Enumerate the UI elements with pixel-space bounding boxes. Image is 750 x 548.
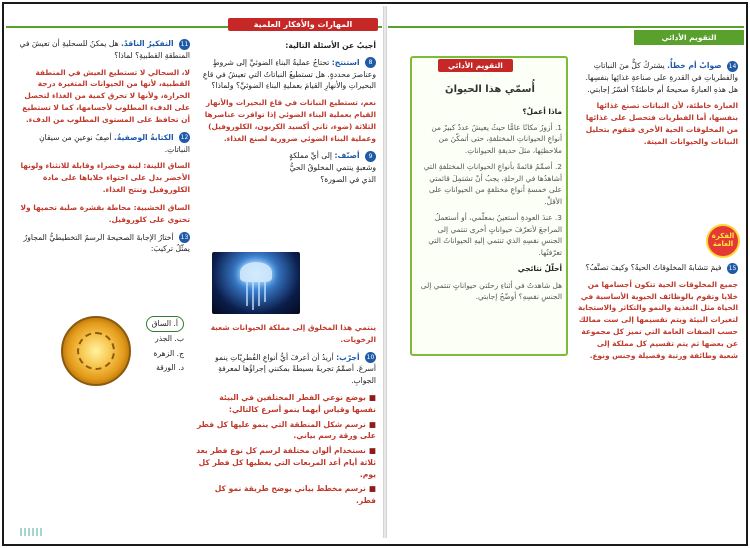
answer-12-soft-stem: الساق اللينة: لينة وخضراء وقابلة للانثناء ولونها الأخضر بدل على احتواء خلاياها على مادة الكلوروفيل وتنتج الغذاء. [20,161,190,194]
question-number: 9 [365,151,376,162]
question-text: أصِفُ نوعينِ من سيقانِ النباتاتِ. [39,132,190,154]
side-questions [578,60,738,154]
question-number: 13 [180,234,189,241]
question-label: أصنّف: [334,151,360,161]
top-green-rule [388,26,744,28]
question-number: 12 [180,134,189,142]
section-tab-assessment: التقويم الأدائي [634,30,744,45]
questions-heading: أجيبُ عن الأسئلة التالية: [285,41,376,50]
question-text: هل يمكنُ للسحليةِ أن تعيشَ في المنطقةِ القطبيةِ؟ لماذا؟ [19,39,190,60]
question-number: 14 [728,62,737,70]
question-12 [14,132,190,156]
question-label: صوابٌ أم خطأٌ. [667,61,722,70]
side-questions-lower [578,262,738,368]
answer-10-list [196,392,376,507]
answer-15: جميع المخلوقات الحية تتكون أجسامها من خلايا وتقوم بالوظائف الحيوية الأساسية في الحياة مثل التغذية والنمو والتكاثر والاستجابة لتغيرات البيئة ويتم تقسيمها إلى ست ممالك حسب الصفات العامة التي تميز كل مجموعة عن بعضها ثم يتم تقسيم كل مملكة إلى شعبة وطائفة ورتبة وفصيلة وجنس ونوع. [577,279,738,360]
section-tab-skills: المهارات والأفكار العلمية [228,18,378,31]
list-item: ■نرسم مخطط بياني يوضح طريقة نمو كل فطر. [214,484,376,506]
answer-14: العبارة خاطئة، لأن النباتات تصنع غذائها بنفسها، أما الفطريات فتحصل على غذائها من المخلوقات الحية الأخرى فتقوم بتحليل النباتات والحيوانات الميتة. [585,101,738,146]
question-text: إلى أيِّ مملكةٍ وشعبةٍ ينتمي المخلوقُ الحيُّ الذي في الصورة؟ [289,151,376,184]
question-number: 11 [180,40,189,48]
book-spine [383,6,387,538]
option-c[interactable]: ج. الزهرة [153,348,184,358]
step-2: 2. أصمِّمُ قائمةً بأنواعِ الحيواناتِ المختلفةِ التي أشاهدُها في الرحلةِ، يجبُ أنْ تشتمِلَ قائمتي على خمسةِ أنواعِ مختلفةٍ من الحيواناتِ على الأقلِّ. [423,162,562,206]
left-page [6,6,382,538]
questions-column-right [196,40,376,191]
question-11 [14,38,190,62]
options-list [138,316,190,376]
question-label: استنتج: [331,57,360,67]
question-14 [578,60,738,95]
question-8 [196,57,376,92]
question-10 [196,352,376,387]
question-text: أريدُ أن أعرفَ أيُّ أنواعِ الفُطرِيّاتِ ينمو أسرعَ. أصمِّمُ تجربةً بسيطةً بمكنني إجراؤُها لمعرفةِ الجوابِ. [215,352,376,386]
box-tab: التقويم الأدائي [438,59,513,72]
assessment-content [418,78,562,308]
option-b[interactable]: ب. الجذر [155,334,184,344]
box-title: أُسمّي هذا الحيوانَ [445,84,535,95]
step-3: 3. عندَ العودةِ أستعينُ بمعلّمي، أو أستعملُ المراجعَ لأتعرّفَ حيواناتٍ أخرى تنتمي إلى الجنسِ نفسِهِ الذي تنتمي إليهِ الحيواناتُ التي تعرّفتُها. [428,213,562,257]
option-d[interactable]: د. الورقة [156,363,184,373]
what-heading: ماذا أعملُ؟ [522,106,562,116]
answer-11: لا، السحالي لا تستطيع العيش في المنطقة القطبية، لأنها من الحيوانات المتغيرة درجة الحرارة، ولأنها لا تحرق كمية من الغذاء لتحصل على الدفء المطلوب لأجسامها، كما لا تستطيع أن تحافظ على المستوى المطلوب من الدفء. [22,67,190,124]
answer-12-woody-stem: الساق الخشبية: محاطة بقشرة صلبة تحميها ولا تحتوي على كلوروفيل. [20,202,190,224]
questions-column-right-lower [196,322,376,510]
question-number: 8 [365,57,376,68]
question-13 [14,232,190,256]
question-label: أجرّب: [336,352,360,362]
question-label: التفكيرُ الناقدُ. [121,39,174,48]
list-item: ■نرسم شكل المنطقة التي ينمو عليها كل فطر على ورقة رسم بياني. [196,419,376,441]
jellyfish-image [212,252,300,314]
question-label: الكتابةُ الوصفيةُ. [114,132,174,142]
question-number: 15 [728,264,737,272]
big-idea-badge: الفكرة العامة [706,224,740,258]
question-text: أختارُ الإجابةَ الصحيحةَ الرسمُ التخطيطيُّ المجاورُ يمثّلُ تركيبَ: [23,232,190,254]
questions-column-left [14,38,190,260]
right-page [388,6,744,538]
footer-decoration [20,528,44,536]
question-15 [578,262,738,274]
analyze-text: هل شاهدتُ في أثناءِ رحلتي حيواناتٍ تنتمي إلى الجنسِ نفسِهِ؟ أوضّحُ إجابتي. [420,280,562,302]
question-text: يشتركُ كلٌّ منَ النباتاتِ والفطرياتِ في القدرةِ على صناعةِ غذائِها بنفسِها. هل هذهِ العبارةُ صحيحةٌ أم خاطئةٌ؟ أفسّرُ إجابتي. [585,61,738,94]
question-text: تحتاجُ عمليةُ البناءِ الضوئيِّ إلى شروطٍ وعناصرَ محددةٍ. هل تستطيعُ النباتاتُ التي تعيشُ في قاعِ البحيراتِ والأنهارِ القيامَ بعمليةِ البناءِ الضوئيِّ؟ ولماذا؟ [202,57,376,91]
answer-9: ينتمي هذا المخلوق إلى مملكة الحيوانات شعبة الرخويات. [210,323,376,344]
question-text: فيمَ تتشابهُ المخلوقاتُ الحيةُ؟ وكيفَ تصنَّفُ؟ [585,263,722,272]
answer-8: نعم، تستطيع النباتات في قاع البحيرات والأنهار القيام بعملية البناء الضوئي إذا توافرت عناصرها الثلاثة (ضوء، ثاني أكسيد الكربون، الكلوروفيل) وعملية البناء الضوئي ضرورية لصنع الغذاء. [204,98,376,143]
list-item: ■نستخدام ألوان مختلفة لرسم كل نوع فطر بعد ثلاثة أيام أعد المربعات التي يغطيها كل فطر كل يوم. [196,446,376,479]
question-number: 10 [366,354,375,362]
stem-cross-section-diagram [61,316,131,386]
list-item: ■بوضع نوعي الفطر المختلفين في البيئة نفسها وقياس أيهما ينمو أسرع كالتالي: [219,392,376,414]
analyze-heading: أحلّلُ نتائجي [517,264,562,274]
step-1: 1. أزورُ مكانًا عامًّا حيثُ يعيشُ عددٌ كبيرٌ من أنواعِ الحيواناتِ المختلفةِ، حتى أتمكّنَ من ملاحظتِها، مثلَ حديقةِ الحيواناتِ. [431,122,562,155]
option-a[interactable]: أ. الساق [138,316,184,332]
question-9 [274,150,376,185]
